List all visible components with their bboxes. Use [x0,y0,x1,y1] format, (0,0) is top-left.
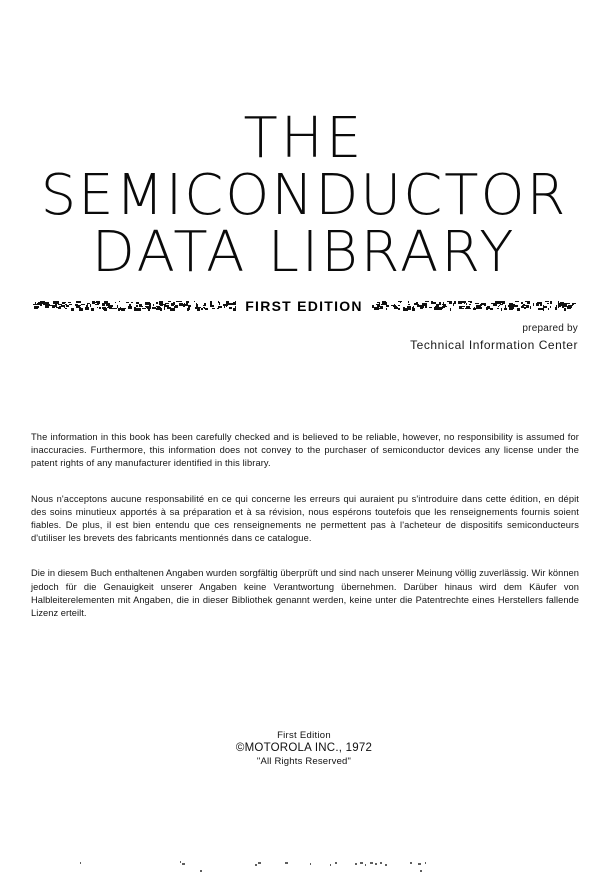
edition-band [32,297,576,314]
copyright-holder [0,742,608,755]
disclaimer-block [31,431,579,620]
copyright-symbol-icon: © [235,742,245,754]
prepared-by-block [0,322,578,354]
disclaimer-german: Die in diesem Buch enthaltenen Angaben wurden sorgfältig überprüft und sind nach unserer Meinung völlig zuverlässig. Wir können jedoch für die Genauigkeit unserer Angaben keine Verantwortung übernehmen. Darüber hinaus wird dem Käufer von Halbleiterelementen mit Angaben, die in dieser Bibliothek genannt werden, keine unter die Patentrechte eines Herstellers fallende Lizenz erteilt. [31,568,579,619]
title-line-data-library: DATA LIBRARY [91,220,517,286]
copyright-block [0,729,608,768]
copyright-rights: "All Rights Reserved" [256,756,352,767]
prepared-by-label: prepared by [522,323,578,334]
disclaimer-english: The information in this book has been carefully checked and is believed to be reliable, however, no responsibility is assumed for inaccuracies. Furthermore, this information does not convey to the purchaser of semiconductor devices any license under the patent rights of any manufacturer identified in this library. [31,432,579,469]
page-title [0,106,608,286]
title-line-the: THE [243,106,365,171]
prepared-by-organization: Technical Information Center [410,337,578,352]
edition-label: FIRST EDITION [245,297,363,314]
ornament-rule-right [372,299,576,312]
copyright-edition: First Edition [277,730,331,741]
disclaimer-french: Nous n'acceptons aucune responsabilité en ce qui concerne les erreurs qui auraient pu s'introduire dans cette édition, en dépit des soins minutieux apportés à sa préparation et à sa révision, nous espérons toutefois que les renseignements fournis soient fiables. De plus, il est bien entendu que ces renseignements ne permettent pas à l'acheteur de dispositifs semiconducteurs d'utiliser les brevets des fabricants mentionnés dans ce catalogue. [31,493,579,544]
title-line-semiconductor: SEMICONDUCTOR [40,163,568,229]
copyright-holder-text: MOTOROLA INC., 1972 [244,742,373,754]
ornament-rule-left [32,299,236,312]
